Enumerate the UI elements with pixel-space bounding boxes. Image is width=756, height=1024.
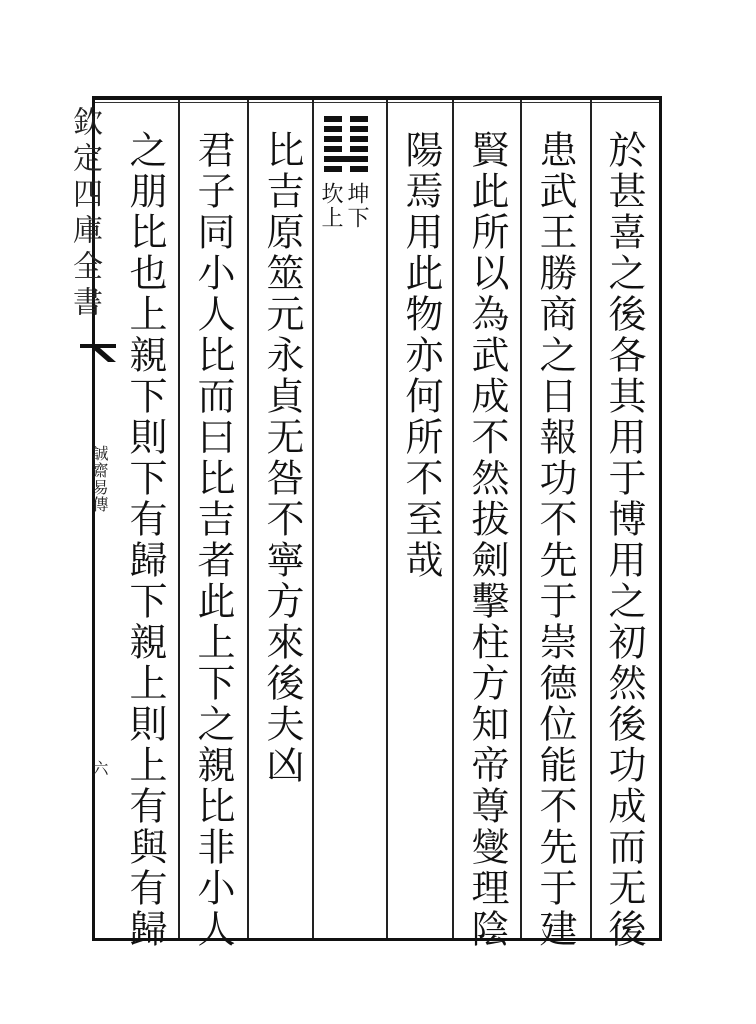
column-rule (247, 100, 249, 938)
column-rule (520, 100, 522, 938)
fishtail-mark-icon (78, 342, 118, 364)
hexagram-yin-line-segment (324, 146, 342, 152)
hexagram-yang-line (324, 156, 368, 162)
hexagram-lower-trigram-label: 坤下 (344, 182, 369, 230)
text-column-4: 陽焉用此物亦何所不至哉 (399, 130, 443, 581)
hexagram-yin-line-segment (324, 136, 342, 142)
column-rule (590, 100, 592, 938)
hexagram-yin-line-segment (350, 166, 368, 172)
column-rule (312, 100, 314, 938)
text-column-6: 君子同小人比而曰比吉者此上下之親比非小人 (191, 130, 235, 950)
hexagram-yin-line-segment (350, 136, 368, 142)
column-rule (178, 100, 180, 938)
hexagram-bi-icon (320, 112, 372, 174)
hexagram-upper-trigram-label: 坎上 (318, 182, 343, 230)
text-column-2: 患武王勝商之日報功不先于崇德位能不先于建 (533, 130, 577, 950)
column-rule (452, 100, 454, 938)
margin-book-name: 誠齋易傳 (90, 445, 109, 513)
hexagram-yin-line-segment (350, 116, 368, 122)
margin-folio-number: 六 (90, 760, 109, 776)
text-column-3: 賢此所以為武成不然拔劍擊柱方知帝尊燮理陰 (465, 130, 509, 950)
text-column-7: 之朋比也上親下則下有歸下親上則上有與有歸 (123, 130, 167, 950)
hexagram-yin-line-segment (350, 126, 368, 132)
hexagram-yin-line-segment (324, 126, 342, 132)
margin-header: 欽定四庫全書 (67, 106, 102, 322)
hexagram-yin-line-segment (324, 166, 342, 172)
text-column-5: 比吉原筮元永貞无咎不寧方來後夫凶 (260, 130, 304, 786)
hexagram-yin-line-segment (350, 146, 368, 152)
text-column-1: 於甚喜之後各其用于博用之初然後功成而无後 (602, 130, 646, 950)
frame-right-border (659, 96, 662, 941)
column-rule (386, 100, 388, 938)
hexagram-yin-line-segment (324, 116, 342, 122)
